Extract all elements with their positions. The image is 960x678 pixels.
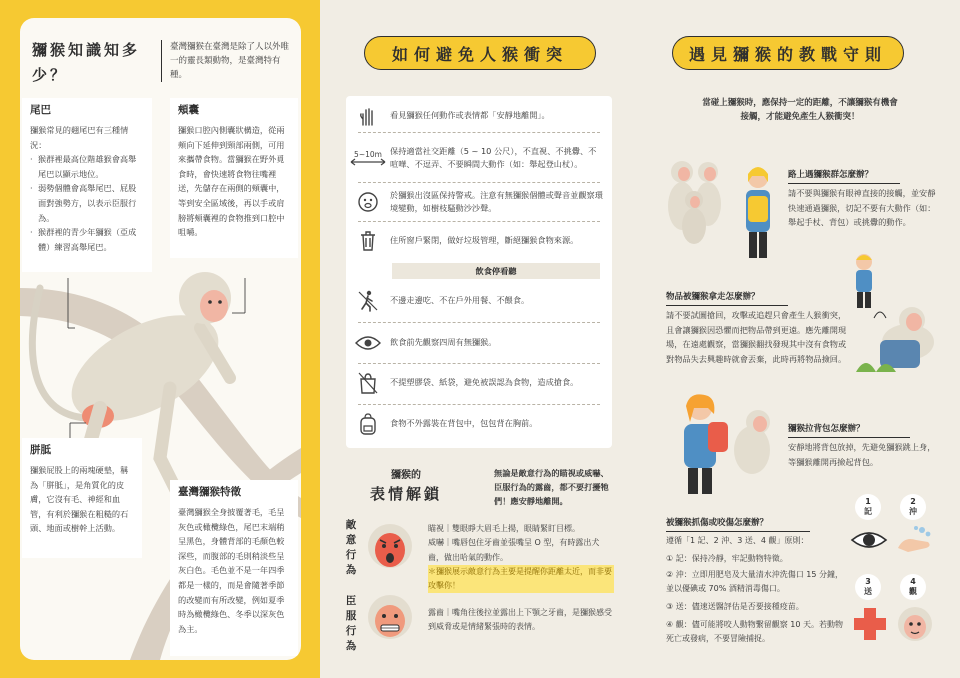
avoid-conflict-list bbox=[346, 96, 612, 448]
tip-row bbox=[346, 224, 612, 258]
tip-text: 住所窗戶緊閉，做好垃圾管理，斷絕獼猴食物來源。 bbox=[390, 235, 579, 246]
panel1-card bbox=[20, 18, 301, 660]
monkey-troop-and-hiker-illustration bbox=[660, 146, 780, 266]
question-backpack-pulled: 獼猴拉背包怎麼辦？ bbox=[788, 422, 910, 438]
callus-text: 獼猴屁股上的兩塊硬墊，稱為「胼胝」，是角質化的皮膚，它沒有毛、神經和血管，有利於獼猴在粗糙的石頭、地面或樹幹上活動。 bbox=[30, 465, 129, 534]
tail-item: · 弱勢個體會高舉尾巴、屁股面對強勢方，以表示臣服行為。 bbox=[30, 181, 144, 225]
tip-row bbox=[346, 366, 612, 400]
food-section-bar: 飲食停看聽 bbox=[392, 263, 600, 279]
eye-icon bbox=[850, 528, 888, 552]
answer-monkey-troop: 請不要與獼猴有眼神直接的接觸，並安靜快速通過獼猴，切記不要有大動作（如：舉起手杖、背包）或挑釁的動作。 bbox=[788, 188, 936, 227]
hostile-note: ＊獼猴展示敵意行為主要是提醒你距離太近，而非要攻擊你！ bbox=[428, 565, 614, 594]
backpack-icon bbox=[346, 412, 390, 436]
trash-can-icon bbox=[346, 230, 390, 252]
callus-heading: 胼胝 bbox=[30, 444, 51, 456]
tip-text: 飲食前先觀察四周有無獼猴。 bbox=[390, 337, 497, 348]
submissive-behavior-text: 露齒｜嘴角往後拉並露出上下顎之牙齒，是獼猴感受到威脅或是情緒緊張時的表情。 bbox=[428, 608, 612, 632]
tip-text: 看見獼猴任何動作或表情都「安靜地離開」。 bbox=[390, 110, 550, 121]
panel3-banner: 遇見獼猴的教戰守則 bbox=[672, 36, 904, 70]
step-rinse: ② 沖：立即用肥皂及大量清水沖洗傷口 15 分鐘，並以優碘或 70% 酒精消毒傷口。 bbox=[666, 570, 843, 593]
panel1-title: 獼猴知識知多少？ bbox=[32, 41, 141, 84]
hostile-stare-text: 瞄視｜雙眼睜大眉毛上揚，眼睛緊盯目標。 bbox=[428, 524, 580, 533]
step-badge-2: 2 沖 bbox=[900, 494, 926, 520]
traits-heading: 臺灣獼猴特徵 bbox=[178, 486, 241, 498]
question-monkey-troop: 路上遇獼猴群怎麼辦？ bbox=[788, 168, 900, 184]
cheek-pouch-text: 獼猴口腔內側囊狀構造，從兩頰向下延伸到頸部兩側，可用來攜帶食物。當獼猴在野外覓食時，會快速將食物往嘴裡送，先儲存在兩側的頰囊中，等到安全區域後，再以手或肩膀將頰囊裡的食物推到口腔中咀嚼。 bbox=[178, 125, 285, 238]
expressions-title-small: 獼猴的 bbox=[391, 470, 421, 481]
expressions-description: 無論是敵意行為的瞄視或威嚇、臣服行為的露齒，都不要打擾牠們！應安靜地離開。 bbox=[494, 468, 609, 506]
answer-backpack-pulled: 安靜地將背包放掉，先避免獼猴跳上身，等獼猴離開再撿起背包。 bbox=[788, 442, 936, 467]
tip-text: 不提塑膠袋、紙袋，避免被誤認為食物，造成搶食。 bbox=[390, 377, 579, 388]
step-badge-1: 1 記 bbox=[855, 494, 881, 520]
panel1-intro: 臺灣獼猴在臺灣是除了人以外唯一的靈長類動物，是臺灣特有種。 bbox=[161, 40, 297, 82]
eye-icon bbox=[346, 335, 390, 351]
bite-principle-intro: 遵循「1 記、2 沖、3 送、4 觀」原則： bbox=[666, 536, 809, 545]
tail-text: 獼猴常見的翹尾巴有三種情況： bbox=[30, 125, 129, 150]
tail-info-box bbox=[22, 98, 152, 272]
medical-cross-icon bbox=[852, 606, 888, 642]
panel3-intro: 當碰上獼猴時，應保持一定的距離，不讓獼猴有機會接觸，才能避免產生人猴衝突！ bbox=[702, 98, 898, 122]
tip-row bbox=[346, 102, 612, 130]
answer-item-taken: 請不要試圖搶回，攻擊或追趕只會產生人猴衝突，且會讓獼猴因恐懼而把物品帶到更遠。應先離開現場，在遠處觀察，當獼猴翻找發現其中沒有食物或對物品失去興趣時就會丟棄，此時再將物品撿回。 bbox=[666, 310, 847, 364]
tip-text: 保持適當社交距離（5 ~ 10 公尺），不直視、不挑釁、不喧嘩、不逗弄、不要瞬間大動作（如：舉起登山杖）。 bbox=[390, 145, 597, 169]
tip-row bbox=[346, 326, 612, 360]
no-eating-walk-icon bbox=[346, 289, 390, 313]
tip-row bbox=[346, 185, 612, 219]
grinning-monkey-face-icon bbox=[366, 592, 414, 644]
washing-hands-icon bbox=[894, 522, 934, 558]
macaque-face bbox=[200, 290, 228, 322]
hostile-threat-text: 威嚇｜嘴唇包住牙齒並張嘴呈 O 型，有時露出犬齒，做出哈氣的動作。 bbox=[428, 538, 600, 562]
traits-text: 臺灣獼猴全身披覆著毛，毛呈灰色或橄欖綠色，尾巴末端稍呈黑色，身體背部的毛顏色較深些，而腹部的毛則稍淡些呈灰白色。毛色並不是一年四季都是一樣的，而是會隨著季節的改變而有所改變，例如夏季時為橄欖綠色、冬季以深灰色為主。 bbox=[178, 507, 285, 634]
tail-heading: 尾巴 bbox=[30, 104, 51, 116]
cheek-pouch-heading: 頰囊 bbox=[178, 104, 199, 116]
cheek-pouch-box bbox=[170, 98, 298, 258]
expressions-title-big: 表情解鎖 bbox=[369, 485, 442, 503]
tip-text: 於獼猴出沒區保持警戒。注意有無獼猴個體或聲音並觀察環境變動，如樹枝騷動沙沙聲。 bbox=[390, 189, 603, 213]
tip-row bbox=[346, 284, 612, 318]
tail-item: · 猴群裡最高位階雄猴會高舉尾巴以顯示地位。 bbox=[30, 152, 144, 181]
step-send: ③ 送：儘速送醫評估是否要接種疫苗。 bbox=[666, 602, 804, 611]
question-scratched-bitten: 被獼猴抓傷或咬傷怎麼辦？ bbox=[666, 516, 810, 532]
tip-text: 食物不外露裝在背包中，包包背在胸前。 bbox=[390, 418, 538, 429]
tip-text: 不邊走邊吃、不在戶外用餐、不餵食。 bbox=[390, 295, 530, 306]
question-item-taken: 物品被獼猴拿走怎麼辦？ bbox=[666, 290, 788, 306]
angry-monkey-face-icon bbox=[366, 520, 414, 574]
hand-stop-icon bbox=[346, 105, 390, 127]
panel2-banner: 如何避免人猴衝突 bbox=[364, 36, 596, 70]
traits-box bbox=[170, 480, 298, 656]
hostile-behavior-label: 敵意行為 bbox=[345, 519, 357, 576]
monkey-pulling-backpack-illustration bbox=[668, 388, 784, 498]
no-plastic-bag-icon bbox=[346, 371, 390, 395]
monkey-face-icon bbox=[346, 190, 390, 214]
tip-row bbox=[346, 136, 612, 180]
svg-text:5~10m: 5~10m bbox=[354, 150, 382, 159]
callus-box bbox=[22, 438, 142, 558]
step-badge-3: 3 送 bbox=[855, 574, 881, 600]
hostile-behavior-text bbox=[428, 522, 614, 593]
step-remember: ① 記：保持冷靜，牢記動物特徵。 bbox=[666, 554, 788, 563]
tip-row bbox=[346, 407, 612, 441]
monkey-face-icon bbox=[896, 604, 934, 644]
step-observe: ④ 觀：儘可能將咬人動物繫留觀察 10 天。若動物死亡或發病，不要冒險捕捉。 bbox=[666, 620, 843, 643]
step-badge-4: 4 觀 bbox=[900, 574, 926, 600]
tail-item: · 猴群裡的青少年獼猴（亞成體）練習高舉尾巴。 bbox=[30, 225, 144, 254]
expressions-title bbox=[346, 466, 466, 504]
distance-icon bbox=[346, 147, 390, 169]
submissive-behavior-label: 臣服行為 bbox=[345, 595, 357, 652]
monkey-taking-backpack-illustration bbox=[846, 246, 942, 378]
